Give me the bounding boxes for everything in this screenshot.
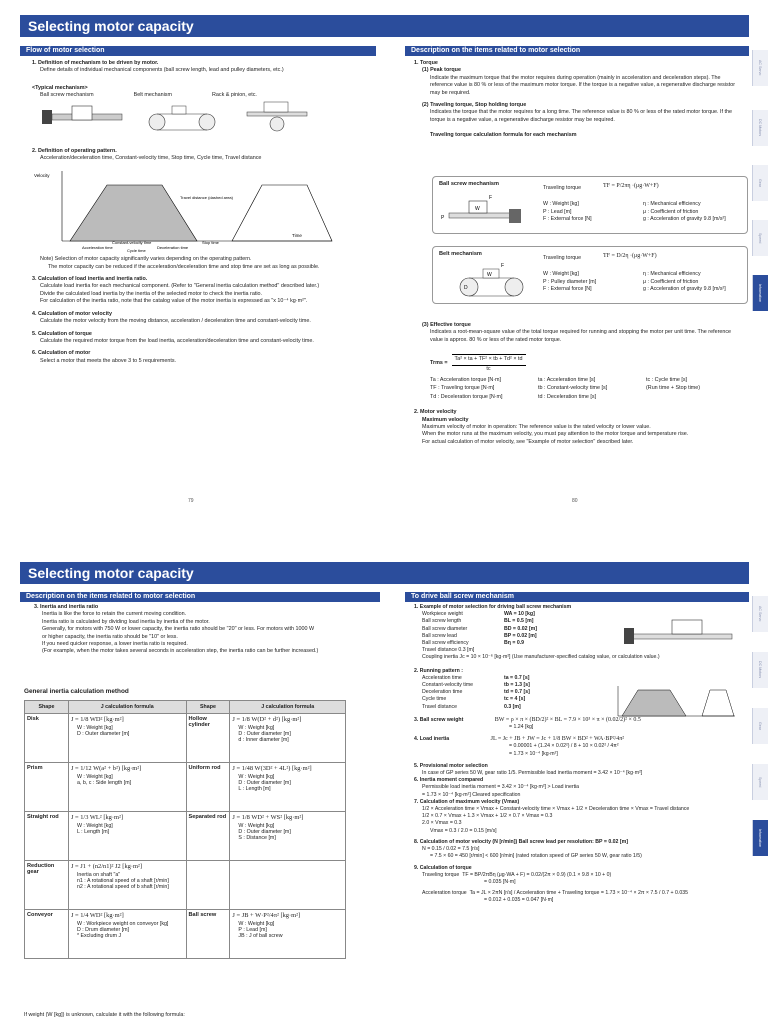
formula-variable: W : Weight [kg]	[238, 725, 275, 731]
ex-f7d: Vmax = 0.3 / 2.0 = 0.15 [m/s]	[430, 827, 497, 834]
param-label: Ball screw lead	[422, 632, 457, 639]
formula-variable: a, b, c : Side length [m]	[76, 780, 132, 786]
trms-variables: Ta : Acceleration torque [N·m] ta : Acceleration time [s] tc : Cycle time [s] TF : Traveling torque [N·m] tb : Constant-velocity time [s] (Run time + Stop time) Td : Deceleration torque [N·m] td : Deceleration time [s]	[430, 377, 701, 400]
step4-title: 4. Calculation of motor velocity	[32, 310, 112, 317]
chart-travel-label: Travel distance (dashed area)	[180, 194, 233, 200]
inertia-table	[24, 700, 346, 959]
ex-f8b: = 7.5 × 60 = 450 [r/min] < 600 [r/min] (rated rotation speed of GP series 50 W, gear ratio 1/5)	[430, 853, 642, 860]
step1-title: 1. Definition of mechanism to be driven by motor.	[32, 60, 159, 66]
shape-name-cell: Conveyor	[25, 910, 69, 959]
footnote: If weight (W [kg]) is unknown, calculate it with the following formula:	[24, 1012, 185, 1018]
step3-line3: For calculation of the inertia ratio, note that the catalog value of the motor inertia is expressed as "x 10⁻⁴ kg·m²".	[40, 298, 308, 305]
page-title: Selecting motor capacity	[20, 15, 749, 37]
formula-variable: W : Weight [kg]	[76, 774, 113, 780]
svg-text:D: D	[464, 285, 468, 291]
table-row	[25, 812, 346, 861]
param-label: Cycle time	[422, 696, 447, 703]
param-value: 0.3 [m]	[504, 703, 521, 710]
param-value: ta = 0.7 [s]	[504, 674, 530, 681]
ex-title5: 5. Provisional motor selection	[414, 762, 488, 769]
belt-common-vars: η : Mechanical efficiency μ : Coefficient of friction g : Acceleration of gravity 9.8 [m/s²]	[643, 271, 726, 292]
formula: J = 1/48 W(3D² + 4L²) [kg·m²]	[232, 765, 312, 772]
page-title-2: Selecting motor capacity	[20, 562, 749, 584]
eff-text: Indicates a root-mean-square value of the total torque required for running and stopping the motor per unit time. The reference value is approx. 80 % or less of the rated motor torque.	[430, 329, 732, 343]
inertia-line5: If you need quicker response, a lower inertia ratio is required.	[42, 641, 188, 648]
eff-title: (3) Effective torque	[422, 322, 471, 328]
ex-title3: 3. Ball screw weight BW = ρ × π × (BD/2)² × BL = 7.9 × 10³ × π × (0.02/2)² × 0.5	[414, 716, 641, 723]
formula: J = 1/8 WD² + WS² [kg·m²]	[232, 814, 304, 821]
formula-variable: * Excluding drum J	[76, 933, 122, 939]
max-velocity-sub: Maximum velocity	[422, 416, 469, 423]
table-row	[25, 714, 346, 763]
formula: J = 1/8 WD² [kg·m²]	[70, 716, 124, 723]
ex-f9b: = 0.035 [N·m]	[484, 878, 516, 885]
chart-decel-label: Deceleration time	[157, 244, 189, 250]
formula-cell	[230, 910, 346, 959]
spread-bottom	[0, 512, 768, 1024]
param-value: BD = 0.02 [m]	[504, 625, 538, 632]
ball-screw-diagram-icon	[439, 191, 529, 231]
step6-text: Select a motor that meets the above 3 to 5 requirements.	[40, 357, 177, 364]
left-section-header: Flow of motor selection	[20, 46, 376, 56]
ex-f6a: Permissible load inertia moment = 3.42 × 10⁻⁴ [kg·m²] > Load inertia	[422, 784, 580, 791]
tab-speed-2[interactable]: Speed	[752, 764, 768, 800]
formula-variable: S : Distance [m]	[238, 835, 276, 841]
ex-travel: Travel distance 0.3 [m]	[422, 647, 475, 654]
table-header-row: Shape J calculation formula Shape J calculation formula	[25, 701, 346, 714]
traveling-title: (2) Traveling torque, Stop holding torque	[422, 102, 527, 109]
right-section-header: Description on the items related to motor selection	[405, 46, 749, 56]
formula-variable: W : Weight [kg]	[238, 921, 275, 927]
running-pattern-chart	[610, 682, 740, 724]
step4-text: Calculate the motor velocity from the moving distance, acceleration / deceleration time and constant-velocity time.	[40, 318, 311, 325]
table-row	[25, 763, 346, 812]
ball-screw-example-icon	[622, 616, 742, 652]
param-label: Acceleration time	[422, 674, 462, 681]
formula-cell	[68, 910, 186, 959]
param-label: Workpiece weight	[422, 611, 463, 618]
shape-name-cell: Ball screw	[186, 910, 230, 959]
flow-column	[32, 60, 372, 365]
ex-f5: In case of GP series 50 W, gear ratio 1/5. Permissible load inertia moment = 3.42 × 10⁻⁴ [kg·m²]	[422, 770, 643, 777]
svg-text:W: W	[487, 272, 492, 278]
tab-dc-motors-2[interactable]: DC Motors	[752, 652, 768, 688]
formula-variable: d : Inner diameter [m]	[238, 737, 289, 743]
param-value: BL = 0.5 [m]	[504, 618, 534, 625]
peak-text: Indicate the maximum torque that the motor requires during operation (mainly in acceleration and deceleration steps). The reference value is 80 % or less of the maximum motor torque. If the torque is a negative value, a regenerative discharge resistor may be required.	[430, 74, 736, 96]
ex-f7b: 1/2 × 0.7 × Vmax + 1.3 × Vmax + 1/2 × 0.7 × Vmax = 0.3	[422, 813, 553, 820]
desc-column	[414, 60, 744, 140]
param-label: Constant-velocity time	[422, 682, 474, 689]
mv-line1: Maximum velocity of motor in operation: The reference value is the rated velocity or lower value.	[422, 424, 651, 431]
belt-box-title: Belt mechanism	[439, 251, 482, 257]
trms-formula: Trms = $\frac{\text{Ta² × ta + TF² × tb + Td² × td}}{tc}$	[414, 354, 744, 373]
table-row	[25, 861, 346, 910]
param-value: tb = 1.3 [s]	[504, 682, 530, 689]
ball-common-vars: η : Mechanical efficiency μ : Coefficient of friction g : Acceleration of gravity 9.8 [m/s²]	[643, 201, 726, 222]
chart-velocity-label: Velocity	[34, 172, 50, 178]
traveling-text: Indicates the torque that the motor requires for a long time. The reference value is 80 % or less of the rated motor torque. If the torque is a negative value, a regenerative discharge resistor may be required.	[430, 109, 732, 123]
svg-text:P: P	[441, 215, 445, 221]
formula-variable: P : Lead [m]	[238, 927, 267, 933]
chart-stop-label: Stop time	[202, 239, 219, 245]
step5-title: 5. Calculation of torque	[32, 330, 92, 337]
belt-traveling-label: Traveling torque	[543, 255, 582, 261]
formula-variable: L : Length [m]	[76, 829, 110, 835]
ex-title1: 1. Example of motor selection for driving ball screw mechanism	[414, 604, 572, 610]
svg-text:F: F	[501, 263, 505, 269]
shape-name-cell: Straight rod	[25, 812, 69, 861]
param-value: td = 0.7 [s]	[504, 689, 530, 696]
operating-pattern-chart	[32, 163, 342, 253]
param-label: Travel distance	[422, 703, 457, 710]
formula-variable: D : Outer diameter [m]	[76, 731, 130, 737]
formula-cell	[230, 861, 346, 910]
step2-title: 2. Definition of operating pattern.	[32, 148, 117, 155]
svg-text:F: F	[489, 195, 493, 201]
formula-variable: D : Outer diameter [m]	[238, 780, 291, 786]
ex-f3-result: = 1.24 [kg]	[509, 724, 534, 731]
tab-ac-servo[interactable]: AC Servo	[752, 50, 768, 86]
inertia-section	[34, 604, 374, 656]
step2-text: Acceleration/deceleration time, Constant-velocity time, Stop time, Cycle time, Travel distance	[40, 155, 262, 162]
chart-cycle-label: Cycle time	[127, 247, 146, 253]
shape-name-cell	[186, 861, 230, 910]
note-line2: The motor capacity can be reduced if the acceleration/deceleration time and stop time are set as long as possible.	[48, 263, 320, 270]
formula-variable: n1 : A rotational speed of a shaft [r/min]	[76, 878, 169, 884]
formula-cell	[68, 763, 186, 812]
formula-variable: D : Drum diameter [m]	[76, 927, 130, 933]
inertia-title: 3. Inertia and inertia ratio	[34, 604, 99, 610]
param-label: Ball screw diameter	[422, 625, 468, 632]
note-line1: Note) Selection of motor capacity significantly varies depending on the operating pattern.	[40, 256, 252, 263]
ex-f7a: 1/2 × Acceleration time × Vmax + Constant-velocity time × Vmax + 1/2 × Deceleration time × Vmax = Travel distance	[422, 806, 690, 813]
ball-formula: TF = P/2πη ·(μg·W+F)	[603, 183, 659, 189]
chart-time-label: Time	[292, 232, 302, 238]
formula-variable: W : Weight [kg]	[238, 774, 275, 780]
ex-f7c: 2.0 × Vmax = 0.3	[422, 820, 462, 827]
ex-title7: 7. Calculation of maximum velocity (Vmax)	[414, 798, 520, 805]
param-label: Deceleration time	[422, 689, 463, 696]
ex-title8: 8. Calculation of motor velocity (N [r/min]) Ball screw lead per resolution: BP = 0.02 [m]	[414, 838, 628, 845]
ball-vars: W : Weight [kg] P : Lead [m] F : External force [N]	[543, 201, 592, 222]
effective-torque	[414, 322, 744, 446]
formula-variable: JB : J of ball screw	[238, 933, 283, 939]
shape-name-cell: Disk	[25, 714, 69, 763]
param-value: BP = 0.02 [m]	[504, 632, 537, 639]
ball-screw-icon	[42, 106, 122, 124]
param-value: WA = 10 [kg]	[504, 611, 535, 618]
shape-name-cell: Reduction gear	[25, 861, 69, 910]
typical-mechanism-label: <Typical mechanism>	[32, 84, 88, 91]
step5-text: Calculate the required motor torque from the load inertia, acceleration/deceleration time and constant-velocity time.	[40, 337, 314, 344]
step6-title: 6. Calculation of motor	[32, 350, 91, 357]
formula-variable: D : Outer diameter [m]	[238, 829, 291, 835]
formula-cell	[68, 861, 186, 910]
tab-information[interactable]: Information	[752, 275, 768, 311]
ex-f8a: N = 0.15 / 0.02 = 7.5 [r/s]	[422, 846, 480, 853]
inertia-line1: Inertia is like the force to retain the current moving condition.	[42, 611, 187, 618]
formula-variable: W : Workpiece weight on conveyor [kg]	[76, 921, 169, 927]
tab-ac-servo-2[interactable]: AC Servo	[752, 596, 768, 632]
step1-text: Define details of individual mechanical components (ball screw length, lead and pulley diameters, etc.)	[40, 67, 284, 74]
svg-text:W: W	[475, 206, 480, 212]
param-value: Bη = 0.9	[504, 640, 525, 647]
ex-f6b: = 1.73 × 10⁻⁴ [kg·m²] Cleared specification	[422, 791, 521, 798]
mechanism-illustrations	[32, 100, 332, 140]
ex-f4b: = 1.73 × 10⁻⁴ [kg·m²]	[509, 750, 558, 757]
rack-pinion-icon	[247, 102, 307, 131]
formula-variable: L : Length [m]	[238, 786, 271, 792]
formula: J = 1/3 WL² [kg·m²]	[70, 814, 123, 821]
formula-cell	[230, 714, 346, 763]
right-section-header-2: To drive ball screw mechanism	[405, 592, 749, 602]
formula: J = 1/4 WD² [kg·m²]	[70, 912, 124, 919]
peak-title: (1) Peak torque	[422, 67, 461, 74]
formula-title: Traveling torque calculation formula for each mechanism	[430, 132, 577, 139]
ball-traveling-label: Traveling torque	[543, 185, 582, 191]
ex-f9d: = 0.012 + 0.035 = 0.047 [N·m]	[484, 897, 554, 904]
torque-title: 1. Torque	[414, 60, 438, 66]
ex-title6: 6. Inertia moment compared	[414, 777, 484, 784]
chart-accel-label: Acceleration time	[82, 244, 113, 250]
formula-cell	[230, 763, 346, 812]
ball-screw-formula-box	[432, 176, 748, 234]
motor-velocity-title: 2. Motor velocity	[414, 409, 457, 416]
belt-vars: W : Weight [kg] P : Pulley diameter [m] F : External force [N]	[543, 271, 597, 292]
shape-name-cell: Prism	[25, 763, 69, 812]
param-value: tc = 4 [s]	[504, 696, 526, 703]
inertia-line4: or higher capacity, the inertia ratio should be "10" or less.	[42, 633, 178, 640]
formula-variable: D : Outer diameter [m]	[238, 731, 291, 737]
chart-const-label: Constant-velocity time	[112, 239, 152, 245]
belt-diagram-icon	[439, 261, 529, 301]
inertia-line2: Inertia ratio is calculated by dividing load inertia by inertia of the motor.	[42, 618, 210, 625]
ex-f9c: Acceleration torque Ta = JL × 2πN [r/s] / Acceleration time + Traveling torque = 1.73 × 10⁻⁴ × 2π × 7.5 / 0.7 + 0.035	[422, 890, 688, 897]
formula-variable: W : Weight [kg]	[238, 823, 275, 829]
ex-f4a: = 0.00001 + (1.24 × 0.02²) / 8 + 10 × 0.02² / 4π²	[509, 743, 619, 750]
ex-title9: 9. Calculation of torque	[414, 864, 472, 871]
inertia-line6: (For example, when the motor takes several seconds in acceleration step, the inertia ratio can be further increased.)	[42, 648, 319, 655]
mv-line2: When the motor runs at the maximum velocity, you must pay attention to the motor torque and temperature rise.	[422, 431, 689, 438]
belt-formula-box	[432, 246, 748, 304]
formula-variable: Inertia on shaft "a"	[76, 872, 121, 878]
mv-line3: For actual calculation of motor velocity, see "Example of motor selection" described later.	[422, 438, 634, 445]
page-number-right: 80	[572, 498, 578, 504]
mech-label-rack: Rack & pinion, etc.	[211, 92, 257, 99]
ex-coupling: Coupling inertia Jc = 10 × 10⁻⁶ [kg·m²] (Use manufacturer-specified catalog value, or calculation value.)	[422, 654, 660, 661]
formula: J = J1 + (n2/n1)² J2 [kg·m²]	[70, 863, 142, 870]
formula: J = 1/8 W(D² + d²) [kg·m²]	[232, 716, 302, 723]
left-section-header-2: Description on the items related to motor selection	[20, 592, 380, 602]
tab-information-2[interactable]: Information	[752, 820, 768, 856]
step3-title: 3. Calculation of load inertia and inertia ratio.	[32, 276, 148, 283]
step3-line2: Divide the calculated load inertia by the inertia of the selected motor to check the inertia ratio.	[40, 290, 263, 297]
formula-variable: n2 : A rotational speed of b shaft [r/min]	[76, 884, 169, 890]
shape-name-cell: Separated rod	[186, 812, 230, 861]
shape-name-cell: Hollow cylinder	[186, 714, 230, 763]
formula-cell	[230, 812, 346, 861]
table-row	[25, 910, 346, 959]
inertia-line3: Generally, for motors with 750 W or lower capacity, the inertia ratio should be "20" or less. For motors with 1000 W	[42, 626, 315, 633]
general-inertia-title: General inertia calculation method	[24, 688, 129, 695]
ex-f9a: Traveling torque TF = BP/2πBη (μg·WA + F) = 0.02/(2π × 0.9) (0.1 × 9.8 × 10 + 0)	[422, 871, 612, 878]
tab-dc-motors[interactable]: DC Motors	[752, 110, 768, 146]
step3-line1: Calculate load inertia for each mechanical component. (Refer to "General inertia calculation method" described later.)	[40, 283, 320, 290]
param-label: Ball screw length	[422, 618, 462, 625]
tab-gear-2[interactable]: Gear	[752, 708, 768, 744]
formula: J = JB + W·P²/4π² [kg·m²]	[232, 912, 301, 919]
page-number-left: 79	[188, 498, 194, 504]
mech-label-ball: Ball screw mechanism	[40, 92, 94, 99]
formula: J = 1/12 W(a² + b²) [kg·m²]	[70, 765, 142, 772]
formula-cell	[68, 714, 186, 763]
param-label: Ball screw efficiency	[422, 640, 469, 647]
formula-variable: W : Weight [kg]	[76, 823, 113, 829]
belt-formula: TF = D/2η ·(μg·W+F)	[603, 253, 657, 259]
ex-title2: 2. Running pattern :	[414, 667, 463, 674]
belt-icon	[149, 106, 215, 130]
mechanism-labels	[32, 92, 372, 99]
tab-speed[interactable]: Speed	[752, 220, 768, 256]
shape-name-cell: Uniform rod	[186, 763, 230, 812]
formula-variable: W : Weight [kg]	[76, 725, 113, 731]
tab-gear[interactable]: Gear	[752, 165, 768, 201]
ex-title4: 4. Load inertia JL = Jc + JB + JW = Jc + 1/8 BW × BD² + WA·BP²/4π²	[414, 736, 625, 743]
ball-box-title: Ball screw mechanism	[439, 181, 500, 187]
mech-label-belt: Belt mechanism	[133, 92, 172, 99]
formula-cell	[68, 812, 186, 861]
